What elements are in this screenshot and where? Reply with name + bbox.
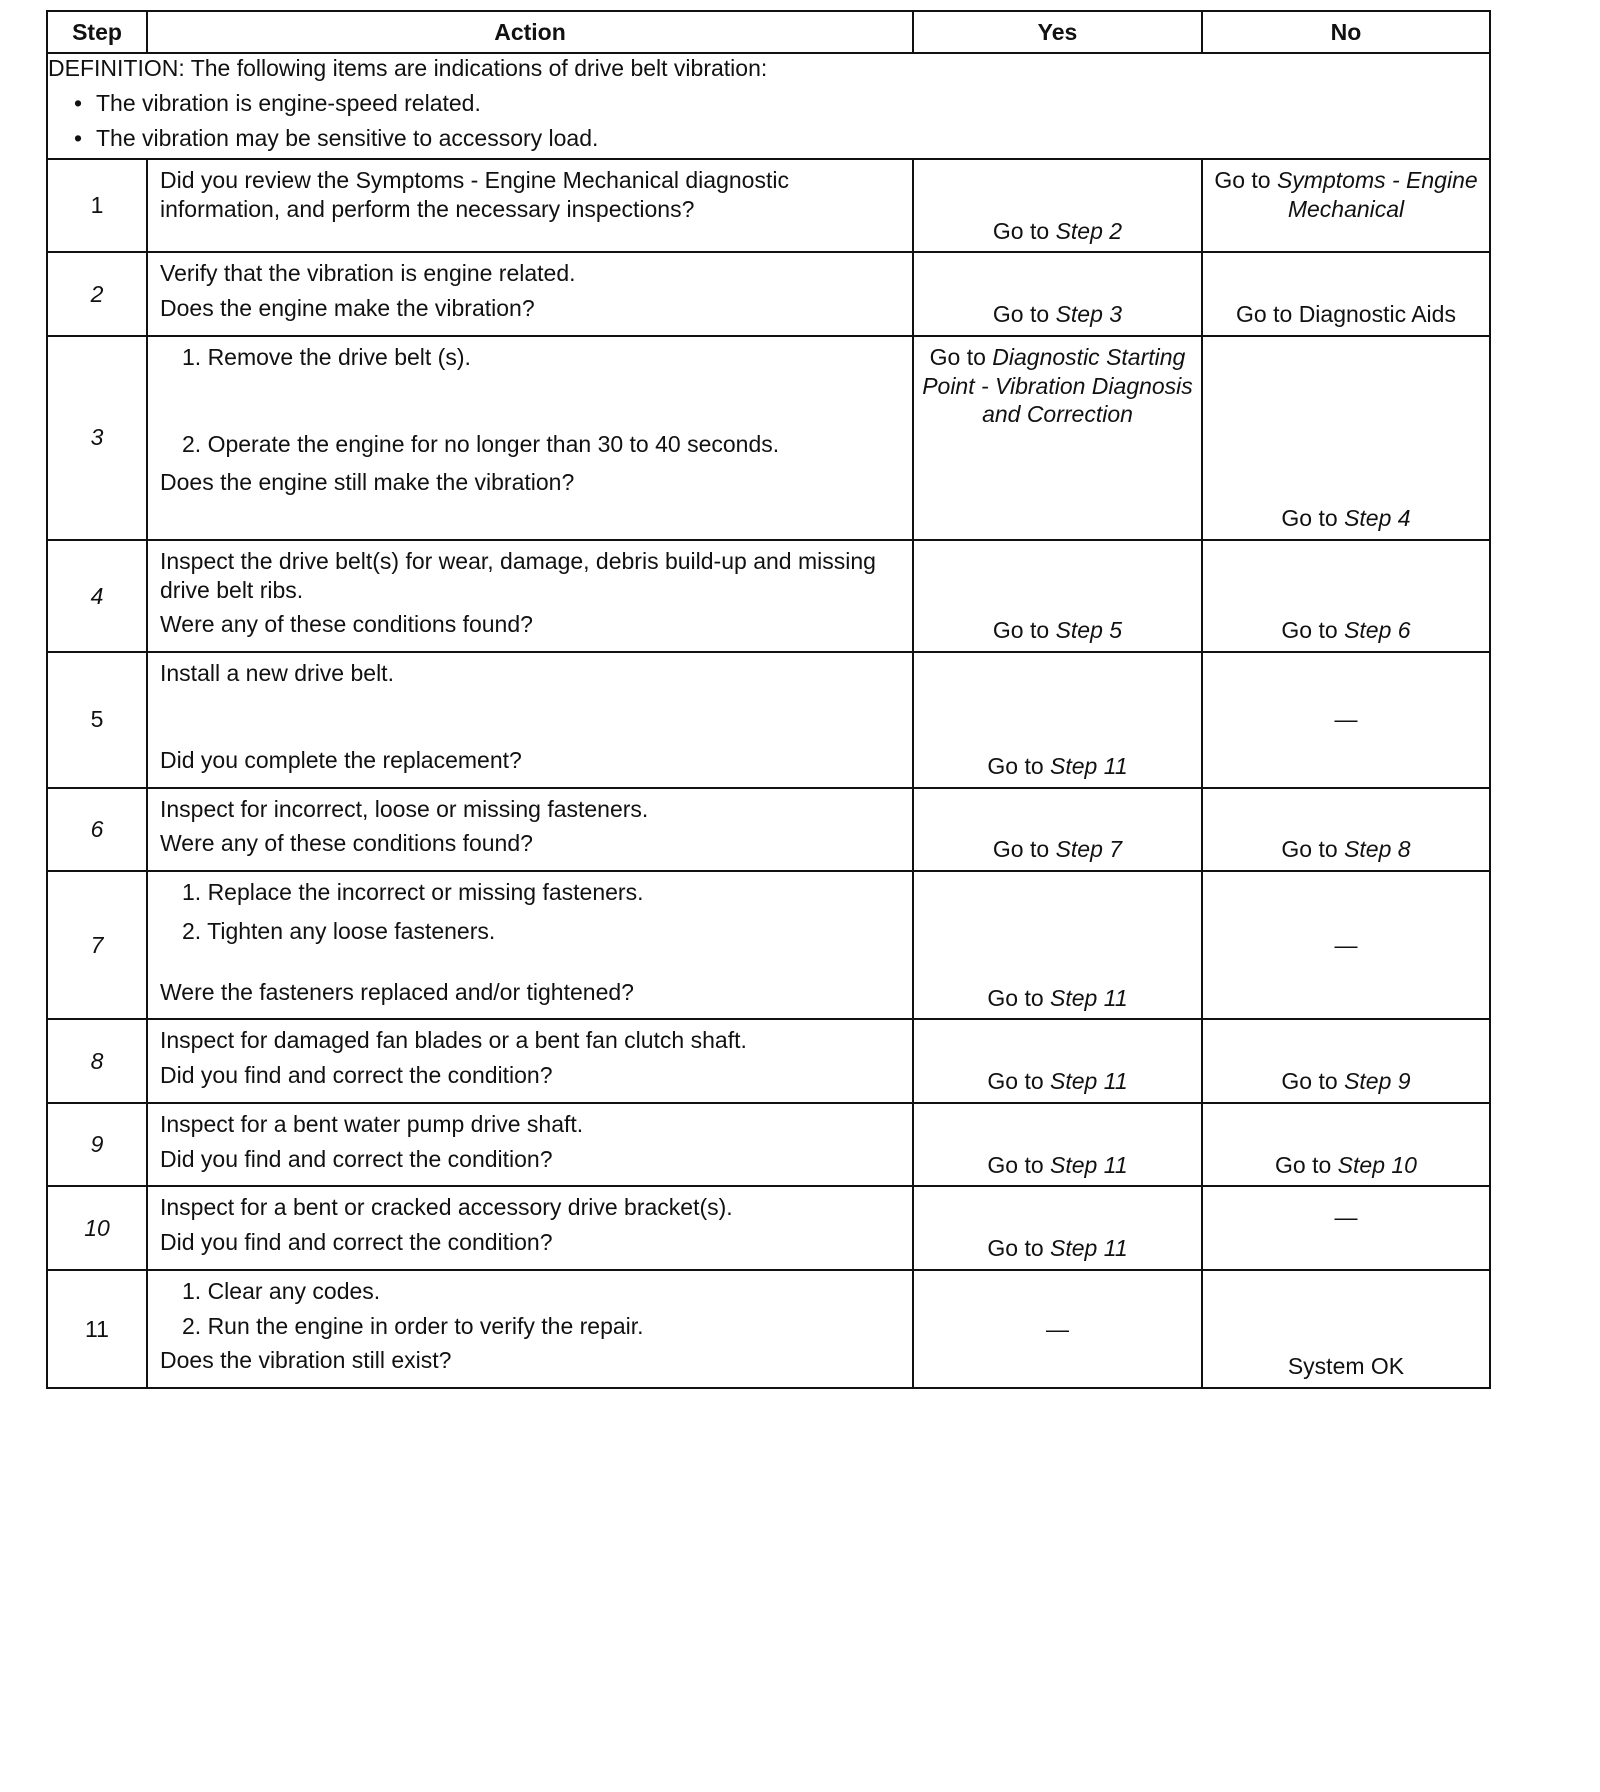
step-number: 9 (47, 1103, 147, 1187)
yes-cell (913, 788, 1202, 872)
yes-dash: — (1046, 1315, 1069, 1342)
step-number: 8 (47, 1019, 147, 1103)
list-item: 2. Tighten any loose fasteners. (182, 917, 496, 944)
action-text: Inspect the drive belt(s) for wear, damage, debris build-up and missing drive belt ribs. (160, 547, 876, 603)
table-row (47, 159, 1490, 252)
diagnostic-table (46, 10, 1491, 1389)
yes-cell (913, 871, 1202, 1019)
no-step-ref: Step 4 (1344, 505, 1411, 531)
action-cell (147, 252, 913, 336)
no-cell (1202, 788, 1490, 872)
action-text: Install a new drive belt. (160, 660, 394, 686)
header-row (47, 11, 1490, 53)
step-number: 10 (47, 1186, 147, 1270)
action-cell (147, 336, 913, 540)
list-item: 2. Operate the engine for no longer than 30 to 40 seconds. (182, 430, 780, 457)
yes-step-ref: Step 11 (1050, 752, 1128, 779)
no-step-ref: Step 8 (1344, 836, 1411, 863)
action-text: Inspect for damaged fan blades or a bent fan clutch shaft. (160, 1027, 747, 1054)
step-number: 11 (47, 1270, 147, 1388)
yes-cell (913, 1270, 1202, 1388)
action-text: Inspect for incorrect, loose or missing fasteners. (160, 795, 649, 822)
yes-prefix: Go to (992, 217, 1056, 244)
no-prefix: Go to (1281, 1068, 1345, 1094)
numbered-list (160, 878, 902, 946)
action-question: Does the engine still make the vibration? (160, 469, 575, 496)
action-text: Verify that the vibration is engine related. (160, 260, 576, 287)
step-number: 2 (47, 252, 147, 336)
no-cell (1202, 1186, 1490, 1270)
yes-cell (913, 252, 1202, 336)
no-prefix: Go to (1281, 617, 1345, 644)
table-row (47, 1186, 1490, 1270)
yes-step-ref: Step 5 (1055, 617, 1123, 644)
no-prefix: Go to (1281, 505, 1345, 531)
yes-prefix: Go to (987, 1068, 1051, 1094)
no-dash: — (1334, 1204, 1358, 1231)
step-number: 3 (47, 336, 147, 540)
step-number: 4 (47, 540, 147, 652)
yes-step-ref: Step 11 (1050, 1235, 1128, 1261)
action-question: Were any of these conditions found? (160, 611, 533, 638)
numbered-list (160, 343, 902, 459)
no-prefix: Go to (1275, 1151, 1338, 1178)
table-row (47, 1270, 1490, 1388)
no-step-ref: Step 6 (1344, 617, 1411, 644)
no-step-ref: Step 10 (1337, 1151, 1417, 1178)
action-cell (147, 652, 913, 788)
table-row (47, 540, 1490, 652)
yes-step-ref: Step 11 (1050, 1068, 1128, 1094)
no-cell (1202, 540, 1490, 652)
action-question: Does the engine make the vibration? (160, 295, 535, 321)
action-cell (147, 788, 913, 872)
yes-prefix: Go to (992, 836, 1056, 863)
yes-step-ref: Step 11 (1050, 1151, 1128, 1178)
yes-step-ref: Diagnostic Starting Point - Vibration Diagnosis and Correction (922, 343, 1193, 428)
header-yes: Yes (913, 11, 1202, 53)
header-action: Action (147, 11, 913, 53)
no-text: Go to Diagnostic Aids (1236, 301, 1456, 327)
no-cell (1202, 652, 1490, 788)
yes-prefix: Go to (992, 301, 1056, 327)
no-cell (1202, 1103, 1490, 1187)
step-number: 7 (47, 871, 147, 1019)
action-cell (147, 1019, 913, 1103)
action-question: Did you find and correct the condition? (160, 1229, 553, 1255)
action-cell (147, 871, 913, 1019)
header-no: No (1202, 11, 1490, 53)
yes-prefix: Go to (987, 1151, 1051, 1178)
no-prefix: Go to (1281, 836, 1345, 863)
yes-cell (913, 336, 1202, 540)
table-row (47, 1103, 1490, 1187)
action-cell (147, 1270, 913, 1388)
yes-cell (913, 1186, 1202, 1270)
step-number: 5 (47, 652, 147, 788)
no-dash: — (1334, 931, 1358, 958)
action-question: Did you find and correct the condition? (160, 1062, 553, 1088)
action-text: Did you review the Symptoms - Engine Mechanical diagnostic information, and perform the necessary inspections? (160, 167, 789, 222)
no-prefix: Go to (1214, 167, 1277, 194)
no-cell (1202, 159, 1490, 252)
table-row (47, 336, 1490, 540)
numbered-list (160, 1277, 902, 1341)
step-number: 1 (47, 159, 147, 252)
table-row (47, 871, 1490, 1019)
yes-prefix: Go to (992, 617, 1056, 644)
action-text: Inspect for a bent water pump drive shaft. (160, 1110, 584, 1137)
list-item: 1. Remove the drive belt (s). (182, 343, 471, 370)
action-text: Inspect for a bent or cracked accessory drive bracket(s). (160, 1194, 733, 1221)
table-row (47, 652, 1490, 788)
header-step: Step (47, 11, 147, 53)
no-text: System OK (1287, 1353, 1405, 1380)
no-cell (1202, 1019, 1490, 1103)
list-item: 1. Clear any codes. (182, 1277, 381, 1304)
action-question: Were the fasteners replaced and/or tightened? (160, 978, 634, 1005)
yes-step-ref: Step 2 (1055, 217, 1123, 244)
definition-intro: DEFINITION: The following items are indications of drive belt vibration: (48, 55, 768, 81)
yes-cell (913, 1103, 1202, 1187)
definition-bullets (48, 89, 1489, 153)
yes-step-ref: Step 11 (1050, 984, 1128, 1011)
yes-step-ref: Step 3 (1055, 301, 1123, 327)
action-question: Were any of these conditions found? (160, 830, 533, 857)
definition-cell (47, 53, 1490, 159)
yes-cell (913, 540, 1202, 652)
yes-step-ref: Step 7 (1055, 836, 1123, 863)
no-cell (1202, 1270, 1490, 1388)
no-cell (1202, 336, 1490, 540)
no-cell (1202, 871, 1490, 1019)
yes-prefix: Go to (987, 1235, 1051, 1261)
yes-cell (913, 652, 1202, 788)
step-number: 6 (47, 788, 147, 872)
definition-row (47, 53, 1490, 159)
action-cell (147, 159, 913, 252)
no-step-ref: Step 9 (1344, 1068, 1411, 1094)
table-row (47, 788, 1490, 872)
action-question: Does the vibration still exist? (160, 1347, 452, 1374)
action-question: Did you complete the replacement? (160, 746, 522, 773)
list-item: 2. Run the engine in order to verify the repair. (182, 1312, 644, 1339)
action-question: Did you find and correct the condition? (160, 1145, 553, 1172)
yes-cell (913, 1019, 1202, 1103)
no-cell (1202, 252, 1490, 336)
yes-prefix: Go to (987, 984, 1051, 1011)
no-dash: — (1334, 706, 1358, 733)
action-cell (147, 1186, 913, 1270)
yes-prefix: Go to (929, 343, 993, 370)
action-cell (147, 1103, 913, 1187)
table-row (47, 1019, 1490, 1103)
yes-prefix: Go to (987, 752, 1051, 779)
definition-bullet: • The vibration may be sensitive to accessory load. (96, 124, 1489, 153)
action-cell (147, 540, 913, 652)
no-step-ref: Symptoms - Engine Mechanical (1276, 167, 1478, 222)
definition-bullet: • The vibration is engine-speed related. (96, 89, 1489, 118)
yes-cell (913, 159, 1202, 252)
table-row (47, 252, 1490, 336)
list-item: 1. Replace the incorrect or missing fasteners. (182, 879, 644, 905)
